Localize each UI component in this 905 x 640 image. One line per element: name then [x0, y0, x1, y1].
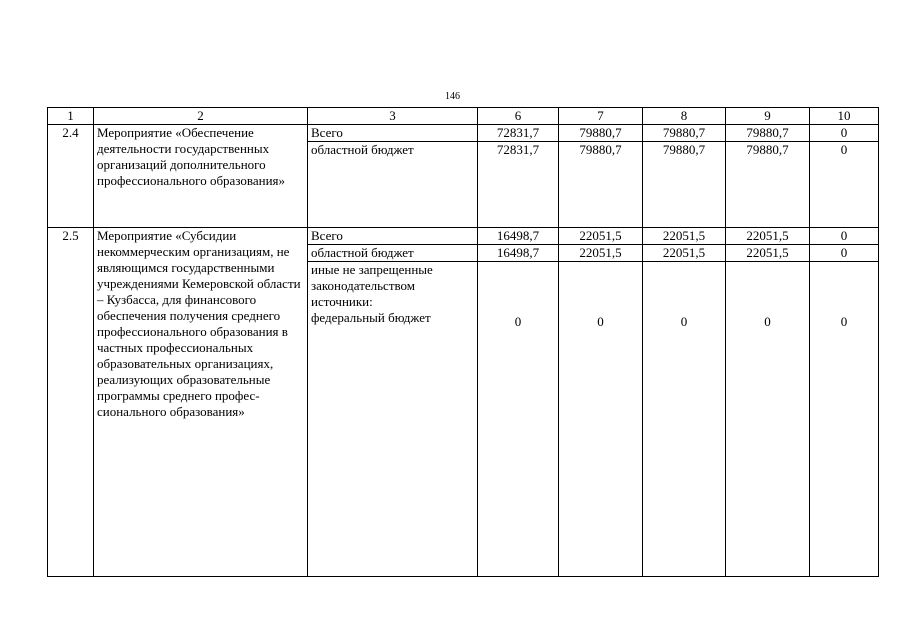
- row-description: Мероприятие «Субсидии некоммерческим организациям, не являющимся государственными учреждениями Кемеровской области – Кузбасса, для финансового обеспечения получения среднего профессионального образования в частных профессиональных образовательных организациях, реализующих образовательные программы среднего профес-сионального образования»: [94, 228, 308, 577]
- value-cell: 22051,5: [726, 228, 810, 245]
- value-cell: 79880,7: [726, 142, 810, 228]
- value-cell: 16498,7: [478, 245, 559, 262]
- source-name: Всего: [308, 125, 478, 142]
- value-cell: 0: [726, 262, 810, 577]
- header-cell: 6: [478, 108, 559, 125]
- value-cell: 79880,7: [559, 142, 643, 228]
- value-cell: 0: [643, 262, 726, 577]
- value-cell: 0: [478, 262, 559, 577]
- header-cell: 7: [559, 108, 643, 125]
- table-row: [48, 228, 879, 245]
- value-cell: 22051,5: [643, 228, 726, 245]
- row-description: Мероприятие «Обеспечение деятельности государственных организаций дополнительного профессионального образования»: [94, 125, 308, 228]
- value-cell: 79880,7: [726, 125, 810, 142]
- header-cell: 9: [726, 108, 810, 125]
- header-cell: 8: [643, 108, 726, 125]
- row-number: 2.4: [48, 125, 94, 228]
- value-cell: 22051,5: [559, 245, 643, 262]
- page-number: 146: [445, 91, 460, 102]
- value-cell: 72831,7: [478, 125, 559, 142]
- value-cell: 79880,7: [643, 142, 726, 228]
- value-cell: 22051,5: [559, 228, 643, 245]
- header-cell: 3: [308, 108, 478, 125]
- header-cell: 2: [94, 108, 308, 125]
- row-number: 2.5: [48, 228, 94, 577]
- value-cell: 0: [810, 228, 879, 245]
- value-cell: 72831,7: [478, 142, 559, 228]
- value-cell: 0: [810, 125, 879, 142]
- value-cell: 16498,7: [478, 228, 559, 245]
- value-cell: 22051,5: [643, 245, 726, 262]
- value-cell: 79880,7: [643, 125, 726, 142]
- source-name: областной бюджет: [308, 142, 478, 228]
- table-header-row: [48, 108, 879, 125]
- source-name: областной бюджет: [308, 245, 478, 262]
- table-row: [48, 125, 879, 142]
- value-cell: 0: [810, 245, 879, 262]
- header-cell: 1: [48, 108, 94, 125]
- source-name: Всего: [308, 228, 478, 245]
- value-cell: 79880,7: [559, 125, 643, 142]
- header-cell: 10: [810, 108, 879, 125]
- value-cell: 0: [810, 142, 879, 228]
- source-name: иные не запрещенные законодательством источники: федеральный бюджет: [308, 262, 478, 577]
- value-cell: 22051,5: [726, 245, 810, 262]
- value-cell: 0: [559, 262, 643, 577]
- budget-table: [47, 107, 879, 577]
- value-cell: 0: [810, 262, 879, 577]
